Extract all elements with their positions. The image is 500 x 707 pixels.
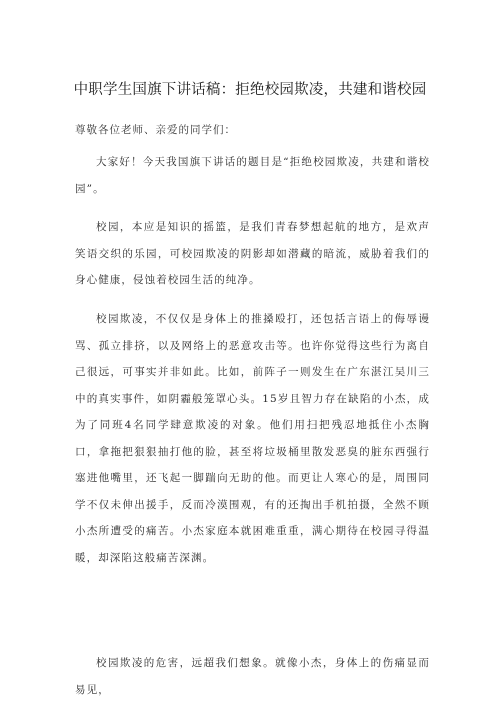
greeting-line: 尊敬各位老师、亲爱的同学们： <box>75 124 236 136</box>
paragraph-3: 校园欺凌，不仅仅是身体上的推搡殴打，还包括言语上的侮辱谩骂、孤立排挤，以及网络上的恶意攻击等。也许你觉得这些行为离自己很远，可事实并非如此。比如，前阵子一则发生在广东湛江吴川三中的真实事件，如阴霾般笼罩心头。15岁且智力存在缺陷的小杰，成为了同班4名同学肆意欺凌的对象。他们用扫把残忍地抵住小杰胸口，拿拖把狠狠抽打他的脸，甚至将垃圾桶里散发恶臭的脏东西强行塞进他嘴里，还飞起一脚踹向无助的他。而更让人寒心的是，周围同学不仅未伸出援手，反而冷漠围观，有的还掏出手机拍摄，全然不顾小杰所遭受的痛苦。小杰家庭本就困难重重，满心期待在校园寻得温暖，却深陷这般痛苦深渊。 <box>75 313 430 564</box>
paragraph-1: 大家好！今天我国旗下讲话的题目是“拒绝校园欺凌，共建和谐校园”。 <box>75 156 430 195</box>
paragraph-4: 校园欺凌的危害，远超我们想象。就像小杰，身体上的伤痛显而易见， <box>75 657 430 696</box>
document-title: 中职学生国旗下讲话稿：拒绝校园欺凌，共建和谐校园 <box>73 82 427 98</box>
paragraph-2: 校园，本应是知识的摇篮，是我们青春梦想起航的地方，是欢声笑语交织的乐园，可校园欺凌的阴影却如潜藏的暗流，威胁着我们的身心健康，侵蚀着校园生活的纯净。 <box>75 221 430 286</box>
